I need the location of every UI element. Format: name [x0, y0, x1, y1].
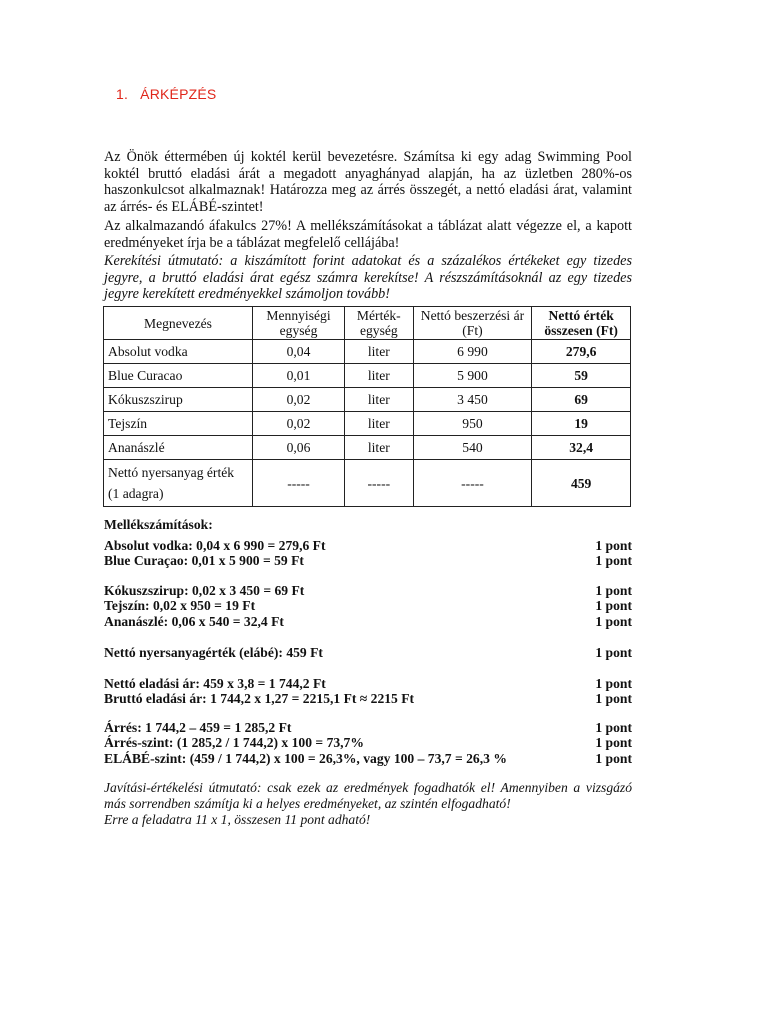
calc-line: [104, 645, 632, 660]
cell-total: 32,4: [532, 436, 631, 460]
calc-group: [104, 645, 632, 660]
calc-line: [104, 720, 632, 735]
summary-unit: -----: [345, 460, 414, 507]
cell-total: 69: [532, 388, 631, 412]
cell-unit: liter: [345, 388, 414, 412]
calc-text: ELÁBÉ-szint: (459 / 1 744,2) x 100 = 26,3%, vagy 100 – 73,7 = 26,3 %: [104, 750, 507, 766]
calc-group: [104, 583, 632, 629]
calc-points: 1 pont: [595, 720, 632, 735]
calc-points: 1 pont: [595, 750, 632, 766]
summary-qty: -----: [252, 460, 344, 507]
header-qty: Mennyiségi egység: [252, 307, 344, 340]
calc-text: Nettó eladási ár: 459 x 3,8 = 1 744,2 Ft: [104, 676, 326, 691]
summary-name-line2: (1 adagra): [108, 486, 164, 501]
calc-points: 1 pont: [595, 676, 632, 691]
calc-text: Blue Curaçao: 0,01 x 5 900 = 59 Ft: [104, 553, 304, 569]
calc-group: [104, 720, 632, 766]
cell-qty: 0,01: [252, 364, 344, 388]
cell-price: 5 900: [413, 364, 532, 388]
calc-group: [104, 676, 632, 707]
ingredients-table: [103, 306, 631, 507]
calculations-title: Mellékszámítások:: [104, 517, 213, 532]
section-number: 1.: [116, 86, 129, 102]
calc-group: [104, 538, 632, 569]
table-header-row: [104, 307, 631, 340]
calc-points: 1 pont: [595, 583, 632, 598]
cell-name: Absolut vodka: [104, 340, 253, 364]
section-heading: [116, 86, 216, 102]
calc-points: 1 pont: [595, 598, 632, 614]
cell-price: 3 450: [413, 388, 532, 412]
cell-qty: 0,06: [252, 436, 344, 460]
summary-name: [104, 460, 253, 507]
cell-price: 6 990: [413, 340, 532, 364]
calc-line: [104, 751, 632, 766]
calc-points: 1 pont: [595, 691, 632, 707]
cell-total: 19: [532, 412, 631, 436]
summary-price: -----: [413, 460, 532, 507]
cell-qty: 0,02: [252, 412, 344, 436]
cell-unit: liter: [345, 436, 414, 460]
cell-name: Ananászlé: [104, 436, 253, 460]
table-row: [104, 388, 631, 412]
calc-text: Árrés-szint: (1 285,2 / 1 744,2) x 100 = 73,7%: [104, 735, 364, 751]
cell-total: 279,6: [532, 340, 631, 364]
calc-line: [104, 598, 632, 613]
calc-line: [104, 553, 632, 568]
summary-name-line1: Nettó nyersanyag érték: [108, 465, 235, 480]
calc-text: Nettó nyersanyagérték (elábé): 459 Ft: [104, 645, 323, 660]
grading-note: [104, 780, 632, 828]
summary-row: [104, 460, 631, 507]
calc-text: Árrés: 1 744,2 – 459 = 1 285,2 Ft: [104, 720, 292, 735]
cell-qty: 0,04: [252, 340, 344, 364]
cell-name: Kókuszszirup: [104, 388, 253, 412]
calc-line: [104, 538, 632, 553]
table-row: [104, 340, 631, 364]
calc-text: Tejszín: 0,02 x 950 = 19 Ft: [104, 598, 256, 614]
cell-qty: 0,02: [252, 388, 344, 412]
table-row: [104, 412, 631, 436]
cell-unit: liter: [345, 364, 414, 388]
calc-points: 1 pont: [595, 538, 632, 553]
rounding-guide-paragraph: Kerekítési útmutató: a kiszámított forint adatokat és a százalékos értékeket egy tizedes jegyre, a bruttó eladási árat egész számra kerekítse! A részszámításoknál az egy tizedes jegyre kerekített eredményekkel számoljon tovább!: [104, 253, 632, 303]
calc-points: 1 pont: [595, 613, 632, 629]
cell-price: 540: [413, 436, 532, 460]
calc-points: 1 pont: [595, 645, 632, 660]
cell-price: 950: [413, 412, 532, 436]
cell-total: 59: [532, 364, 631, 388]
header-price: Nettó beszerzési ár (Ft): [413, 307, 532, 340]
header-name: Megnevezés: [104, 307, 253, 340]
summary-total: 459: [532, 460, 631, 507]
calc-line: [104, 614, 632, 629]
calc-line: [104, 691, 632, 706]
calc-text: Bruttó eladási ár: 1 744,2 x 1,27 = 2215,1 Ft ≈ 2215 Ft: [104, 691, 415, 707]
cell-unit: liter: [345, 412, 414, 436]
grading-note-line1: Javítási-értékelési útmutató: csak ezek az eredmények fogadhatók el! Amennyiben a vizsgázó más sorrendben számítja ki a helyes eredményeket, az szintén elfogadható!: [104, 780, 632, 811]
calc-points: 1 pont: [595, 553, 632, 569]
header-total: Nettó érték összesen (Ft): [532, 307, 631, 340]
table-row: [104, 436, 631, 460]
calc-line: [104, 676, 632, 691]
grading-note-line2: Erre a feladatra 11 x 1, összesen 11 pont adható!: [104, 812, 371, 827]
calc-text: Absolut vodka: 0,04 x 6 990 = 279,6 Ft: [104, 538, 326, 553]
cell-unit: liter: [345, 340, 414, 364]
table-row: [104, 364, 631, 388]
calc-text: Ananászlé: 0,06 x 540 = 32,4 Ft: [104, 613, 284, 629]
vat-paragraph: Az alkalmazandó áfakulcs 27%! A mellékszámításokat a táblázat alatt végezze el, a kapott eredményeket írja be a táblázat megfelelő cellájába!: [104, 218, 632, 251]
calc-line: [104, 583, 632, 598]
cell-name: Blue Curacao: [104, 364, 253, 388]
section-title: ÁRKÉPZÉS: [140, 86, 217, 102]
calc-points: 1 pont: [595, 735, 632, 751]
calc-line: [104, 735, 632, 750]
cell-name: Tejszín: [104, 412, 253, 436]
header-unit: Mérték-egység: [345, 307, 414, 340]
calc-text: Kókuszszirup: 0,02 x 3 450 = 69 Ft: [104, 583, 305, 598]
intro-paragraph: Az Önök éttermében új koktél kerül bevezetésre. Számítsa ki egy adag Swimming Pool koktél bruttó eladási árát a megadott anyaghányad alapján, ha az üzletben 280%-os haszonkulcsot alkalmaznak! Határozza meg az árrés összegét, a nettó eladási árat, valamint az árrés- és ELÁBÉ-szintet!: [104, 149, 632, 215]
